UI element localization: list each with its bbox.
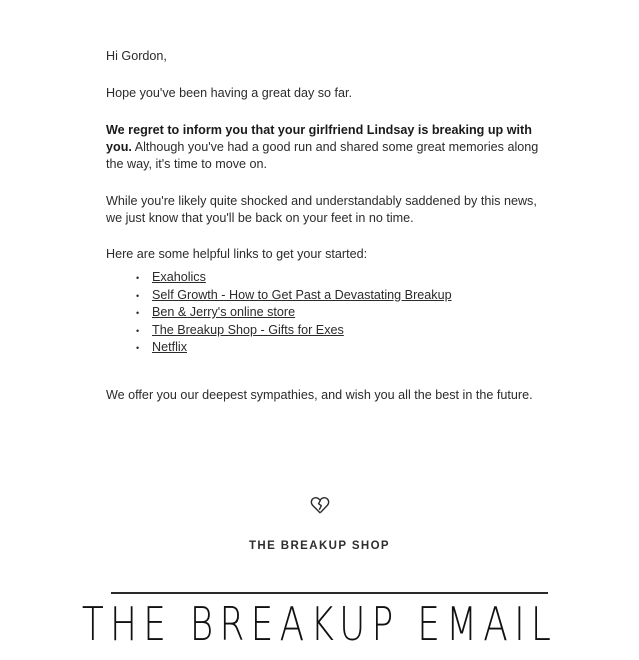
email-regret-rest: Although you've had a good run and shared some great memories along the way, it's time to move on. xyxy=(106,140,539,171)
link-breakup-shop-gifts[interactable]: The Breakup Shop - Gifts for Exes xyxy=(152,322,344,337)
email-links-intro: Here are some helpful links to get your started: xyxy=(106,247,368,261)
list-item xyxy=(136,304,546,322)
list-item xyxy=(136,269,546,287)
email-body xyxy=(106,48,546,404)
link-self-growth[interactable]: Self Growth - How to Get Past a Devastating Breakup xyxy=(152,287,452,302)
email-regret-bold: We regret to inform you that your girlfriend Lindsay is breaking up with you. xyxy=(106,123,532,154)
email-regret-paragraph xyxy=(106,122,546,173)
helpful-links-list xyxy=(106,269,546,357)
email-shock-paragraph: While you're likely quite shocked and understandably saddened by this news, we just know that you'll be back on your feet in no time. xyxy=(106,194,537,225)
link-exaholics[interactable]: Exaholics xyxy=(152,270,206,284)
list-item xyxy=(136,287,546,305)
email-closing: We offer you our deepest sympathies, and wish you all the best in the future. xyxy=(106,387,533,402)
link-ben-and-jerrys[interactable]: Ben & Jerry's online store xyxy=(152,305,296,319)
list-item xyxy=(136,322,546,340)
broken-heart-icon xyxy=(310,496,330,514)
image-caption: THE BREAKUP EMAIL xyxy=(81,597,558,651)
brand-name: THE BREAKUP SHOP xyxy=(248,540,391,552)
list-item xyxy=(136,339,546,357)
link-netflix[interactable]: Netflix xyxy=(152,340,187,354)
brand-logo xyxy=(0,496,639,514)
email-greeting: Hi Gordon, xyxy=(106,49,167,63)
email-intro: Hope you've been having a great day so far. xyxy=(106,86,353,100)
caption-divider xyxy=(111,592,548,594)
